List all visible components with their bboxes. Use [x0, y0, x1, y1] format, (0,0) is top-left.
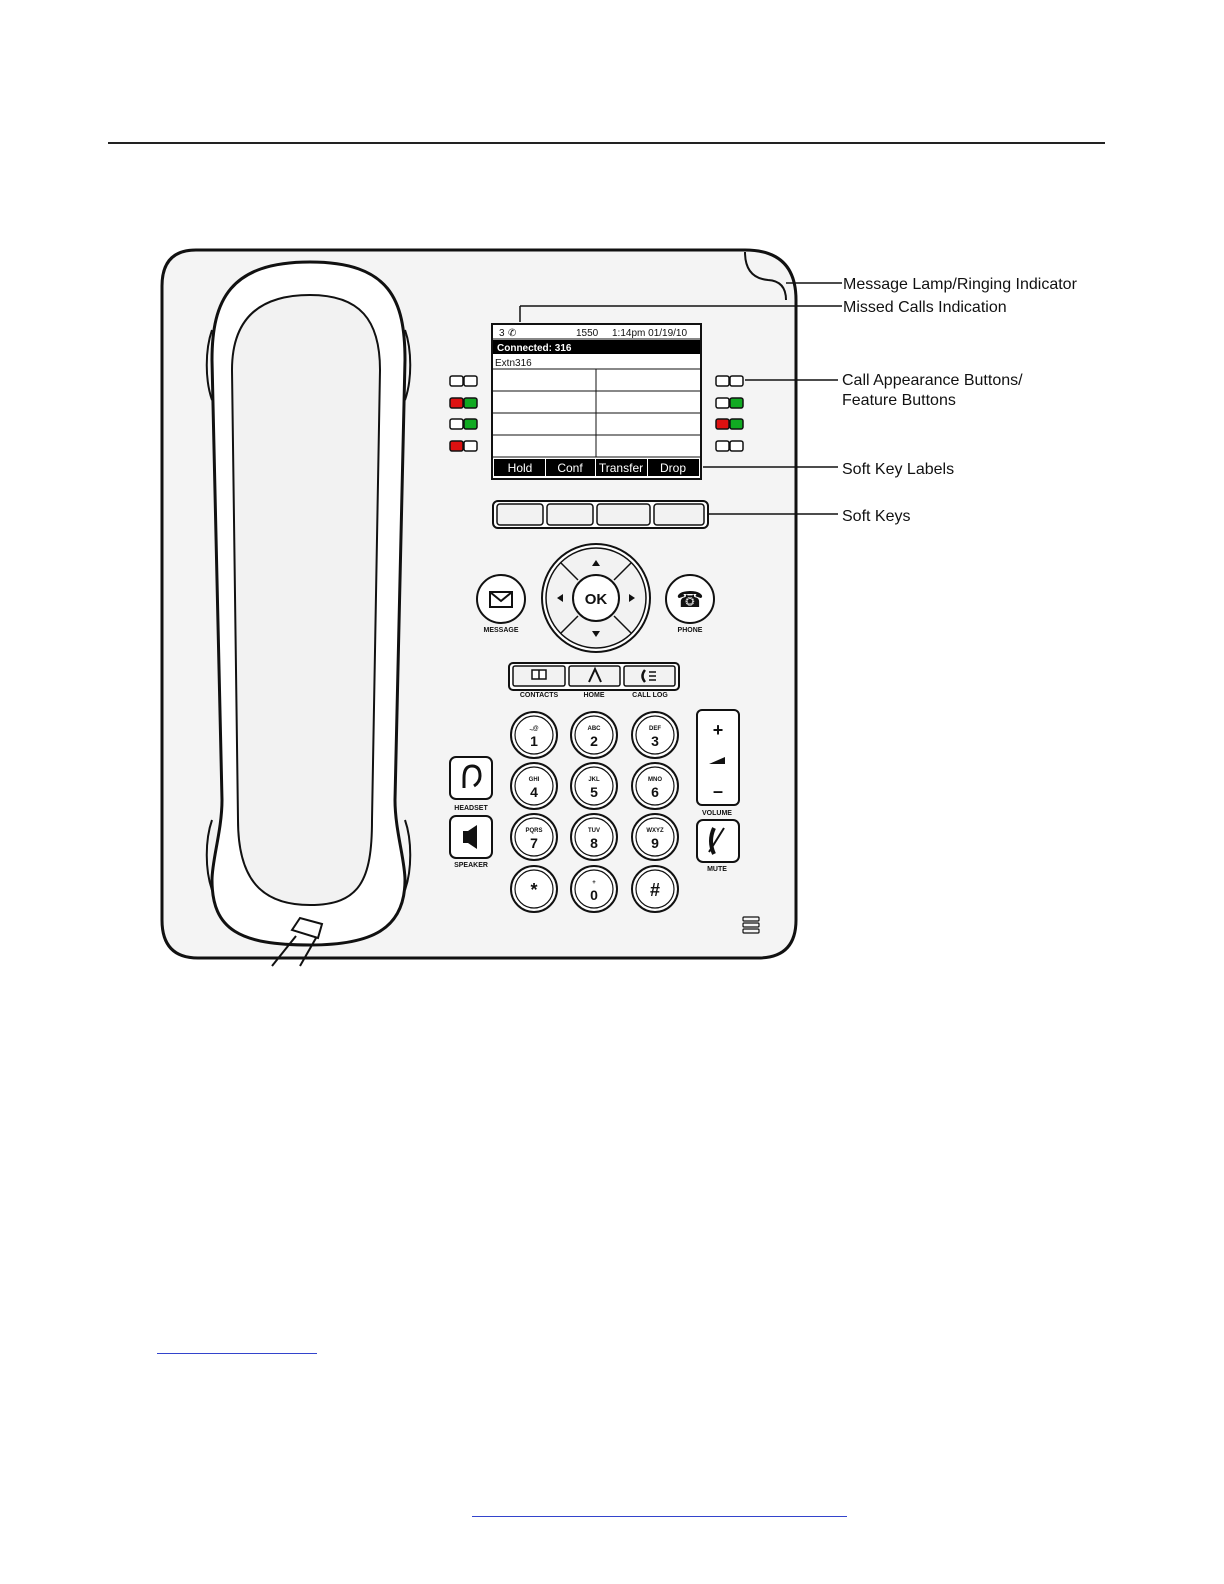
keypad-digit: 1 — [530, 733, 538, 749]
callout-message-lamp: Message Lamp/Ringing Indicator — [843, 276, 1077, 293]
mute-label: MUTE — [707, 866, 727, 873]
missed-calls-icon: ✆ — [508, 328, 517, 339]
keypad-key[interactable] — [571, 763, 617, 809]
keypad-letters: TUV — [588, 828, 600, 834]
keypad-key[interactable] — [571, 866, 617, 912]
keypad-digit: 0 — [590, 887, 598, 903]
keypad-key[interactable] — [511, 763, 557, 809]
volume-down-icon[interactable]: – — [712, 781, 724, 801]
headset-label: HEADSET — [454, 805, 488, 812]
led-segment — [716, 441, 729, 451]
keypad-key[interactable] — [632, 814, 678, 860]
keypad-key[interactable] — [632, 866, 678, 912]
contacts-label: CONTACTS — [519, 692, 559, 699]
callout-feature-buttons: Feature Buttons — [842, 392, 956, 409]
keypad-digit: * — [530, 880, 538, 900]
keypad-key[interactable] — [511, 712, 557, 758]
missed-calls-count: 3 — [499, 328, 505, 339]
keypad-digit: 5 — [590, 784, 598, 800]
led-segment — [730, 376, 743, 386]
keypad-letters: + — [592, 880, 596, 886]
led-segment — [730, 398, 743, 408]
phone-label: PHONE — [677, 627, 703, 634]
screen-extension: 1550 — [576, 328, 599, 339]
led-segment — [730, 441, 743, 451]
soft-key-4[interactable] — [654, 504, 704, 525]
led-segment — [450, 441, 463, 451]
navigation-cluster — [542, 544, 650, 652]
keypad-digit: 3 — [651, 733, 659, 749]
keypad-digit: 2 — [590, 733, 598, 749]
keypad-digit: 6 — [651, 784, 659, 800]
display-screen — [492, 324, 701, 479]
speaker-icon — [463, 831, 468, 843]
led-segment — [730, 419, 743, 429]
led-segment — [464, 441, 477, 451]
callout-soft-keys: Soft Keys — [842, 508, 911, 525]
soft-label-drop: Drop — [659, 461, 687, 475]
feature-row — [509, 663, 679, 699]
keypad-digit: 4 — [530, 784, 538, 800]
screen-time-date: 1:14pm 01/19/10 — [612, 328, 688, 339]
volume-up-icon[interactable]: + — [712, 720, 724, 740]
message-label: MESSAGE — [483, 627, 519, 634]
call-appearance-button-right-3[interactable] — [716, 419, 743, 429]
screen-extn: Extn316 — [495, 358, 532, 369]
led-segment — [450, 376, 463, 386]
led-segment — [464, 398, 477, 408]
keypad-key[interactable] — [632, 763, 678, 809]
keypad-letters: PQRS — [525, 828, 543, 834]
footer-link-left[interactable] — [157, 1353, 317, 1354]
callout-call-appearance: Call Appearance Buttons/ — [842, 372, 1023, 389]
keypad-letters: GHI — [528, 777, 540, 783]
volume-rocker[interactable] — [697, 710, 739, 817]
keypad-letters: ABC — [587, 726, 601, 732]
keypad-key[interactable] — [571, 712, 617, 758]
keypad-letters: WXYZ — [646, 828, 664, 834]
soft-key-1[interactable] — [497, 504, 543, 525]
led-segment — [450, 398, 463, 408]
callout-missed-calls: Missed Calls Indication — [843, 299, 1007, 316]
home-label: HOME — [583, 692, 605, 699]
footer-link-center[interactable] — [472, 1516, 847, 1517]
soft-key-3[interactable] — [597, 504, 650, 525]
call-appearance-button-left-4[interactable] — [450, 441, 477, 451]
led-segment — [464, 376, 477, 386]
soft-label-conf: Conf — [557, 461, 583, 475]
led-segment — [464, 419, 477, 429]
speaker-button[interactable] — [450, 816, 492, 869]
telephone-icon: ☎ — [676, 587, 704, 612]
callout-soft-key-labels: Soft Key Labels — [842, 461, 955, 478]
call-appearance-button-right-4[interactable] — [716, 441, 743, 451]
keypad-key[interactable] — [511, 814, 557, 860]
keypad-letters: .,@ — [529, 726, 539, 732]
call-appearance-button-right-1[interactable] — [716, 376, 743, 386]
screen-connected: Connected: 316 — [497, 343, 572, 354]
led-segment — [450, 419, 463, 429]
keypad-digit: # — [649, 880, 661, 900]
call-appearance-button-left-2[interactable] — [450, 398, 477, 408]
soft-label-transfer: Transfer — [598, 461, 644, 475]
keypad-digit: 8 — [590, 835, 598, 851]
keypad-key[interactable] — [571, 814, 617, 860]
ok-label: OK — [584, 591, 608, 608]
soft-keys — [493, 501, 708, 528]
call-log-label: CALL LOG — [632, 692, 668, 699]
soft-label-hold: Hold — [507, 461, 533, 475]
keypad-letters: DEF — [649, 726, 661, 732]
soft-key-2[interactable] — [547, 504, 593, 525]
keypad-letters: MNO — [648, 777, 662, 783]
led-segment — [716, 376, 729, 386]
call-appearance-button-left-3[interactable] — [450, 419, 477, 429]
speaker-label: SPEAKER — [454, 862, 488, 869]
keypad-digit: 9 — [651, 835, 659, 851]
call-appearance-button-right-2[interactable] — [716, 398, 743, 408]
call-appearance-button-left-1[interactable] — [450, 376, 477, 386]
keypad-key[interactable] — [511, 866, 557, 912]
keypad-digit: 7 — [530, 835, 538, 851]
keypad-key[interactable] — [632, 712, 678, 758]
handset[interactable] — [207, 262, 411, 966]
volume-label: VOLUME — [702, 810, 732, 817]
led-segment — [716, 398, 729, 408]
led-segment — [716, 419, 729, 429]
keypad-letters: JKL — [588, 777, 600, 783]
